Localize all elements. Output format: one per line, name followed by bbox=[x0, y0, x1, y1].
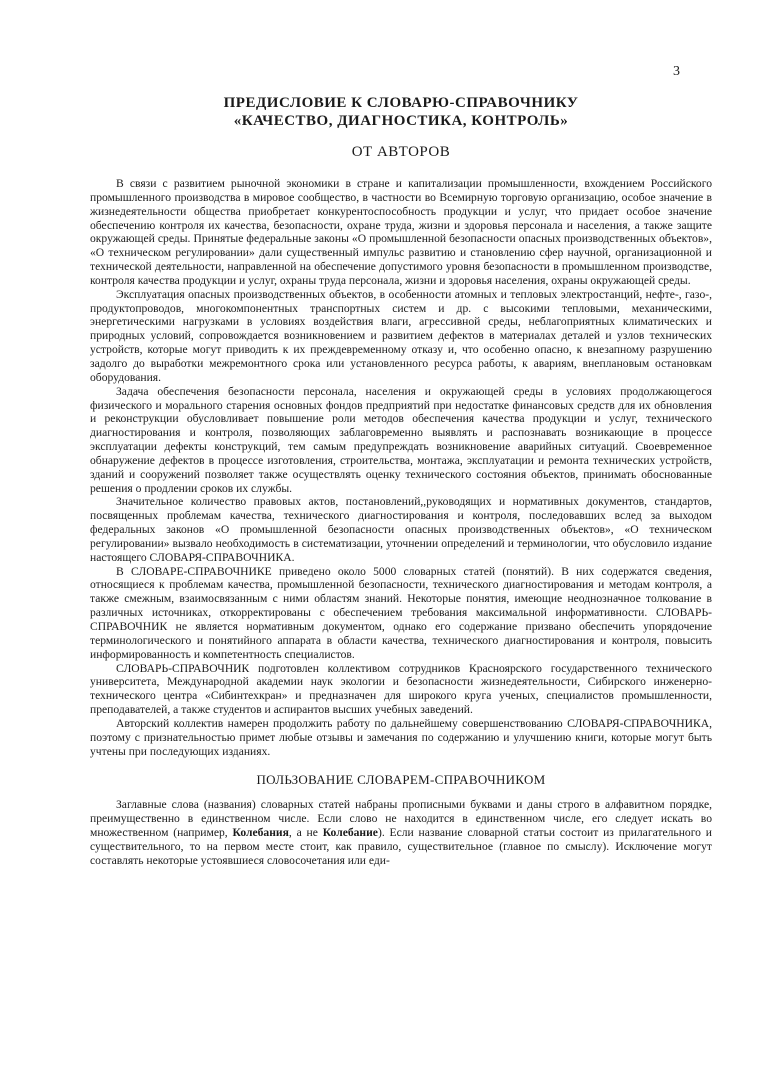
paragraph-usage bbox=[90, 798, 712, 867]
paragraph-3: Задача обеспечения безопасности персонала, населения и окружающей среды в условиях продолжающегося физического и морального старения основных фондов предприятий при недостатке финансовых средств для их обновления и реконструкции обусловливает повышение роли методов обеспечения качества продукции и услуг, технического диагностирования и контроля, позволяющих заблаговременно выявлять и распознавать возникающие в процессе эксплуатации дефекты конструкций, тем самым предупреждать возникновение аварийных ситуаций. Своевременное обнаружение дефектов в процессе изготовления, строительства, монтажа, эксплуатации и ремонта технических устройств, зданий и сооружений позволяет также осуществлять оценку технического состояния объектов, принимать обоснованные решения о продлении сроков их службы. bbox=[90, 384, 712, 495]
page-number: 3 bbox=[673, 64, 680, 79]
usage-text-3: ). Если название словарной статьи состоит из прилагательного и существительного, то на первом месте стоит, как правило, существительное (главное по смыслу). Исключение могут составлять некоторые устоявшиеся словосочетания или еди- bbox=[90, 826, 712, 867]
paragraph-1: В связи с развитием рыночной экономики в стране и капитализации промышленности, вхождением Российского промышленного производства в мировое сообщество, в частности во Всемирную торговую организацию, особое значение в жизнедеятельности общества приобретает конкурентоспособность продукции и услуг, что придает особое значение обеспечению контроля их качества, безопасности, охране труда, жизни и здоровья персонала и населения, а также защите окружающей среды. Принятые федеральные законы «О промышленной безопасности опасных производственных объектов», «О техническом регулировании» дали существенный импульс развитию и становлению сфер научной, организационной и технической деятельности, направленной на обеспечение допустимого уровня безопасности в промышленном производстве, контроля качества продукции и услуг, охраны труда персонала, жизни и здоровья населения, охраны окружающей среды. bbox=[90, 177, 712, 287]
section-heading-usage: ПОЛЬЗОВАНИЕ СЛОВАРЕМ-СПРАВОЧНИКОМ bbox=[256, 772, 546, 788]
paragraph-2: Эксплуатация опасных производственных объектов, в особенности атомных и тепловых электростанций, нефте-, газо-, продуктопроводов, многокомпонентных транспортных систем и др. с высокими тепловыми, механическими, энергетическими нагрузками в условиях воздействия влаги, агрессивной среды, неблагоприятных климатических и природных условий, сопровождается возникновением и развитием дефектов в материалах деталей и узлов технических устройств, которые могут приводить к их преждевременному отказу и, что особенно опасно, к внезапному разрушению задолго до выработки межремонтного срока или установленного ресурса работы, к авариям, внеплановым остановкам оборудования. bbox=[90, 287, 712, 384]
paragraph-6: СЛОВАРЬ-СПРАВОЧНИК подготовлен коллективом сотрудников Красноярского государственного технического университета, Международной академии наук экологии и безопасности жизнедеятельности, Сибирского инженерно-технического центра «Сибинтехкран» и предназначен для широкого круга ученых, специалистов промышленности, преподавателей, а также студентов и аспирантов высших учебных заведений. bbox=[90, 661, 712, 717]
paragraph-4: Значительное количество правовых актов, постановлений,,руководящих и нормативных документов, стандартов, посвященных проблемам качества, технического диагностирования и контроля, последовавших вслед за выходом федеральных законов «О промышленной безопасности опасных производственных объектов», «О техническом регулировании» вызвало необходимость в систематизации, уточнении определений и терминологии, что обусловило издание настоящего СЛОВАРЯ-СПРАВОЧНИКА. bbox=[90, 495, 712, 564]
usage-text-2: , а не bbox=[288, 826, 323, 840]
usage-bold-2: Колебание bbox=[322, 826, 378, 840]
usage-text-1: Заглавные слова (названия) словарных статей набраны прописными буквами и даны строго в алфавитном порядке, преимущественно в единственном числе. Если слово не находится в единственном числе, его следует искать во множественном (например, bbox=[90, 798, 712, 840]
paragraph-7: Авторский коллектив намерен продолжить работу по дальнейшему совершенствованию СЛОВАРЯ-СПРАВОЧНИКА, поэтому с признательностью примет любые отзывы и замечания по содержанию и улучшению книги, которые могут быть учтены при последующих изданиях. bbox=[90, 716, 712, 758]
usage-bold-1: Колебания bbox=[232, 826, 289, 840]
subtitle-from-authors: ОТ АВТОРОВ bbox=[351, 144, 451, 160]
title-line-2: «КАЧЕСТВО, ДИАГНОСТИКА, КОНТРОЛЬ» bbox=[233, 113, 569, 129]
title-line-1: ПРЕДИСЛОВИЕ К СЛОВАРЮ-СПРАВОЧНИКУ bbox=[223, 95, 579, 111]
paragraph-5: В СЛОВАРЕ-СПРАВОЧНИКЕ приведено около 5000 словарных статей (понятий). В них содержатся сведения, относящиеся к проблемам качества, промышленной безопасности, технического диагностирования и методам контроля, а также смежным, взаимосвязанным с ними областям знаний. Некоторые понятия, имеющие неоднозначное толкование в различных источниках, откорректированы с обеспечением требования максимальной информативности. СЛОВАРЬ-СПРАВОЧНИК не является нормативным документом, однако его содержание призвано обеспечить упорядочение терминологического и понятийного аппарата в области качества, технического диагностирования и контроля, повысить информированность и компетентность специалистов. bbox=[90, 564, 712, 661]
page-title bbox=[90, 94, 712, 130]
